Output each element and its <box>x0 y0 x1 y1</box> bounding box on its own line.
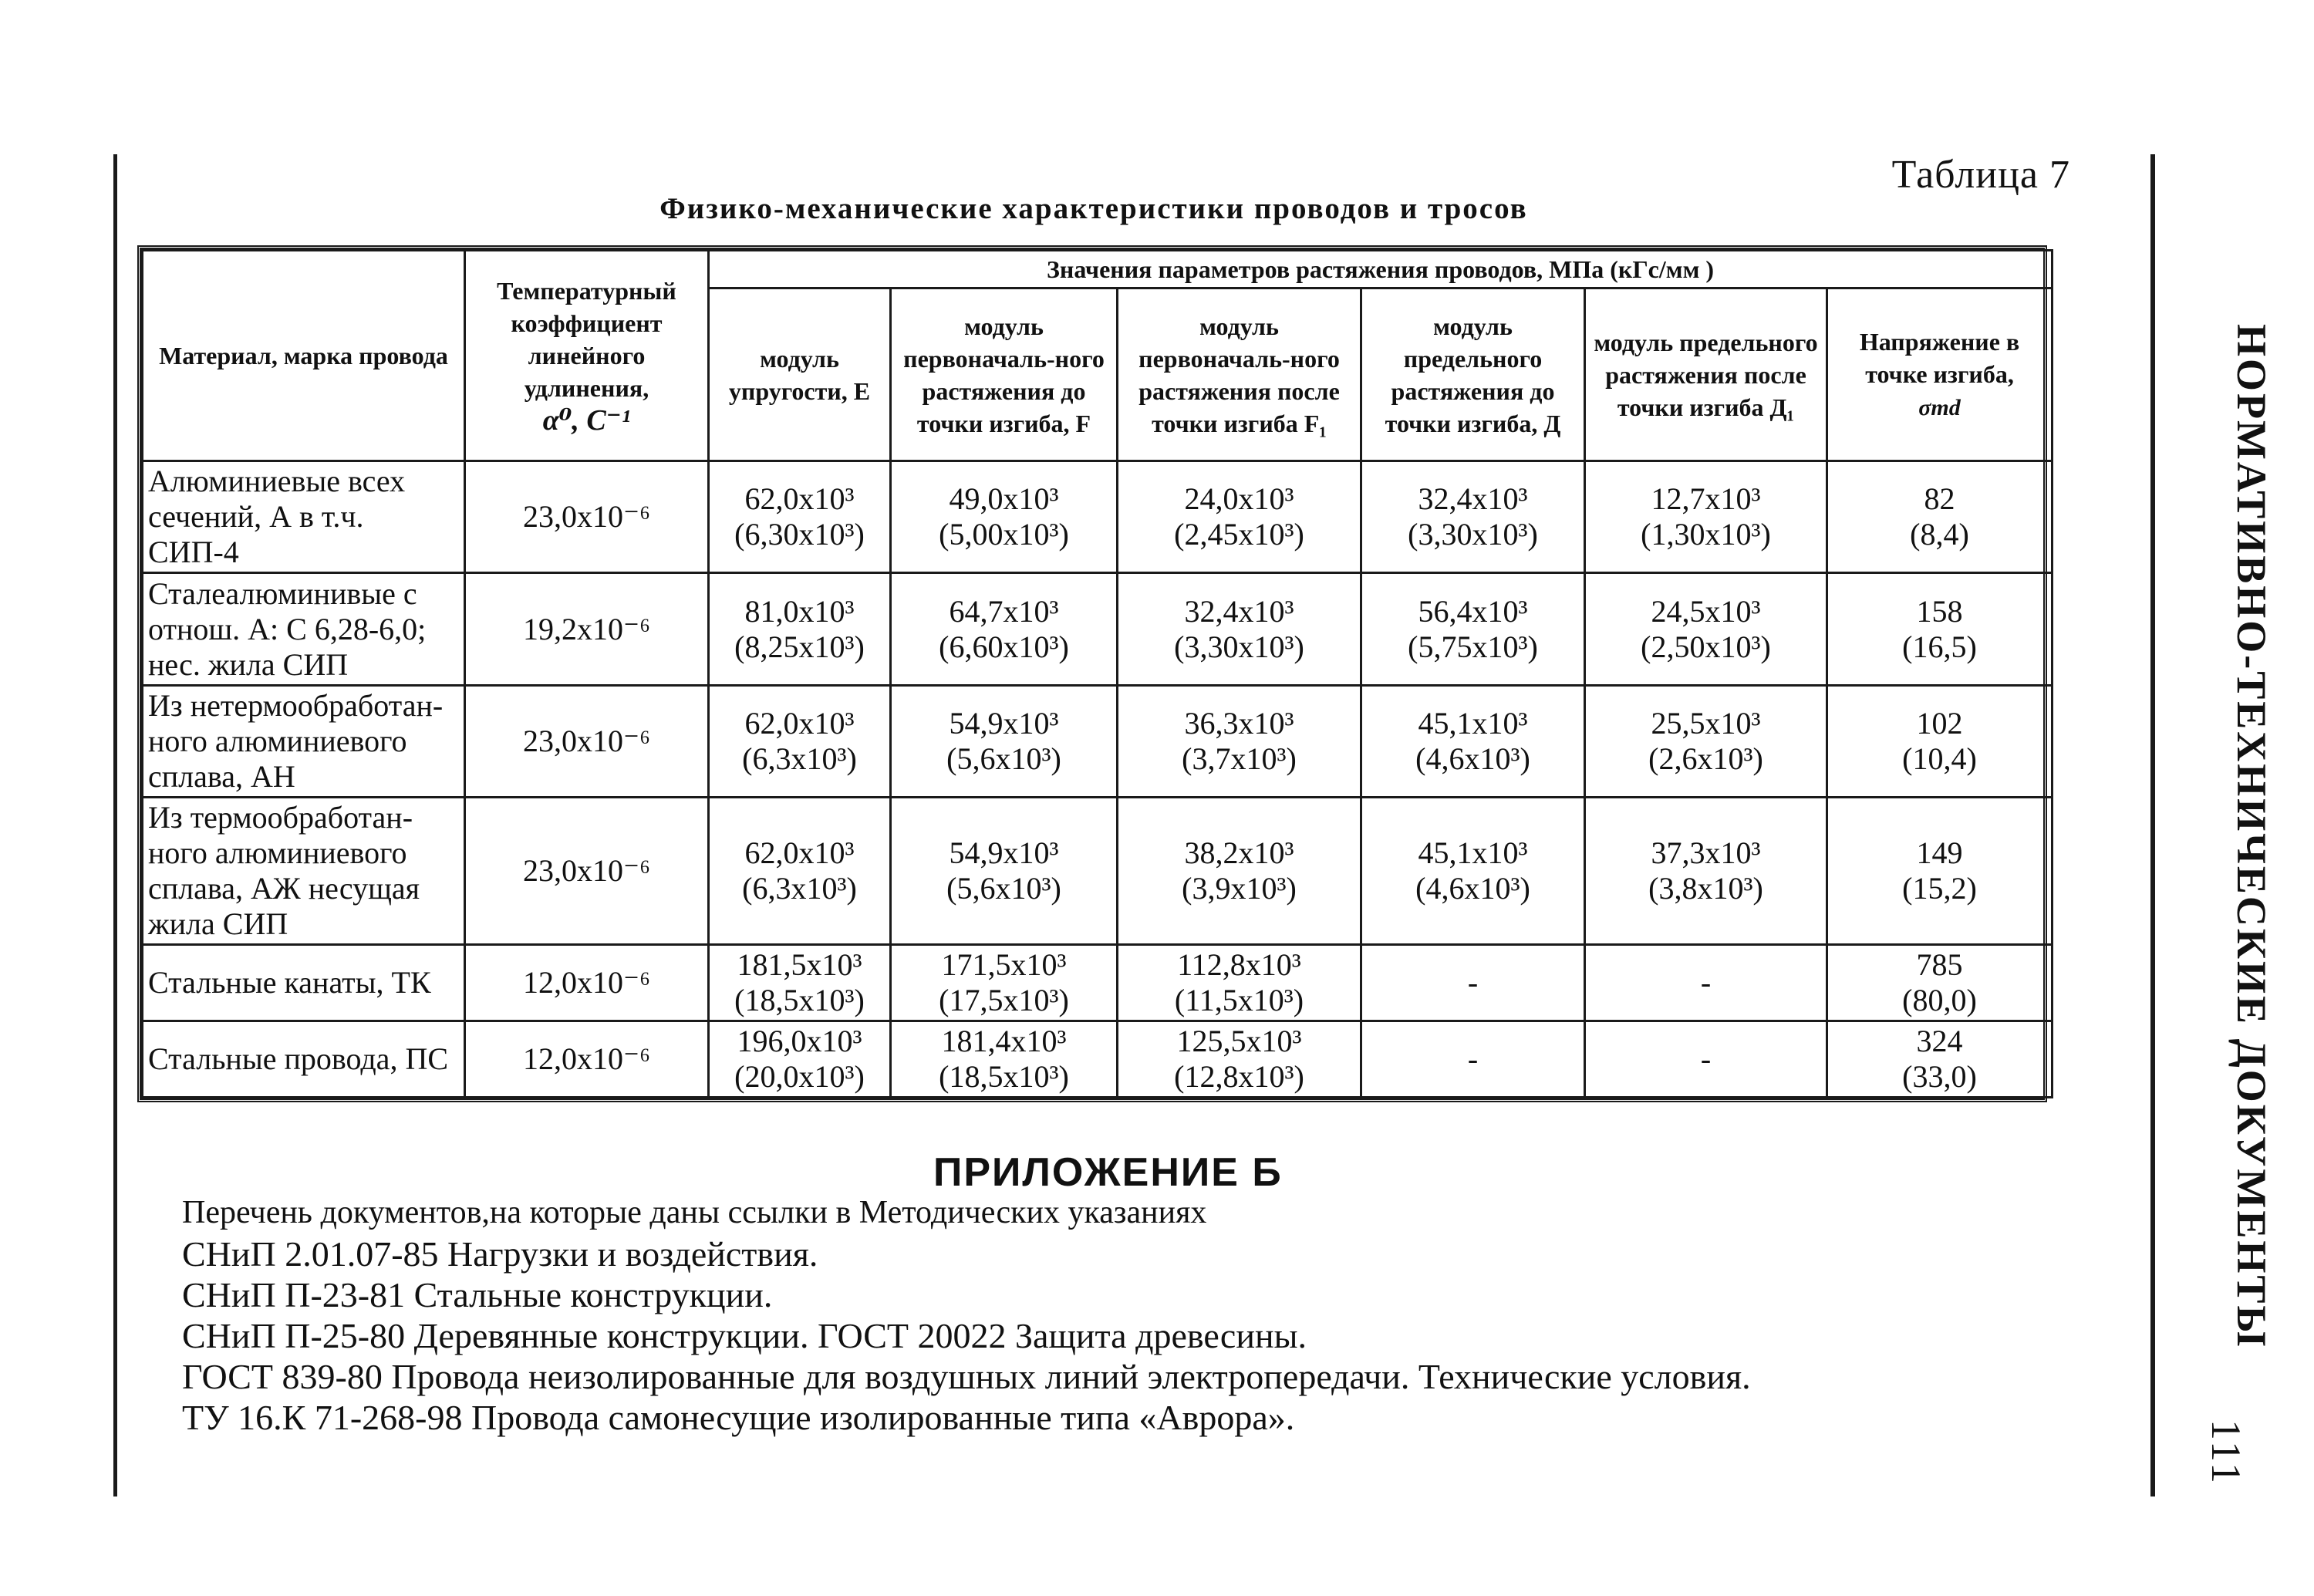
value-cell <box>1827 945 2053 1021</box>
appendix-list <box>182 1193 1751 1438</box>
material-cell: Алюминиевые всех сечений, А в т.ч. СИП-4 <box>143 461 465 573</box>
material-cell: Стальные канаты, ТК <box>143 945 465 1021</box>
value-cell <box>1118 461 1361 573</box>
value-cell <box>709 573 891 686</box>
value-mpa: 62,0x10³ <box>744 706 855 741</box>
value-cell <box>1585 461 1827 573</box>
value-cell <box>709 686 891 798</box>
material-cell: Из термообработан-ного алюминиевого сплава, АЖ несущая жила СИП <box>143 798 465 945</box>
value-cell <box>1585 686 1827 798</box>
value-cell <box>891 461 1118 573</box>
value-mpa: - <box>1467 1041 1479 1076</box>
value-kgf: (80,0) <box>1902 983 1977 1017</box>
table-row <box>143 686 2053 798</box>
value-mpa: 54,9x10³ <box>949 706 1059 741</box>
table-body <box>143 461 2053 1098</box>
value-mpa: 112,8x10³ <box>1177 947 1301 982</box>
value-cell <box>1827 1021 2053 1098</box>
header-col-f1: модуль первоначаль-ного растяжения после точки изгиба F₁ <box>1118 288 1361 461</box>
table-row <box>143 461 2053 573</box>
value-mpa: 62,0x10³ <box>744 481 855 516</box>
value-cell <box>1361 573 1585 686</box>
value-kgf: (6,3x10³) <box>742 741 857 776</box>
value-mpa: 785 <box>1916 947 1963 982</box>
value-kgf: (2,6x10³) <box>1648 741 1763 776</box>
value-cell <box>1827 686 2053 798</box>
appendix-heading: ПРИЛОЖЕНИЕ Б <box>933 1150 1283 1195</box>
value-cell <box>1585 1021 1827 1098</box>
value-kgf: (3,9x10³) <box>1182 871 1297 906</box>
value-kgf: (5,6x10³) <box>946 741 1061 776</box>
table-title: Физико-механические характеристики проводов и тросов <box>659 192 1528 225</box>
appendix-line: ТУ 16.К 71-268-98 Провода самонесущие изолированные типа «Аврора». <box>182 1398 1295 1437</box>
value-mpa: 171,5x10³ <box>941 947 1067 982</box>
value-cell <box>1118 945 1361 1021</box>
header-temp-coef-symbol: α⁰, C⁻¹ <box>542 403 631 437</box>
value-mpa: 196,0x10³ <box>737 1024 862 1058</box>
right-margin-line <box>2150 154 2155 1496</box>
value-cell <box>1827 573 2053 686</box>
value-mpa: 62,0x10³ <box>744 835 855 870</box>
value-kgf: (8,25x10³) <box>734 629 865 664</box>
value-cell <box>891 798 1118 945</box>
header-col-stress <box>1827 288 2053 461</box>
value-kgf: (4,6x10³) <box>1415 871 1530 906</box>
value-mpa: 38,2x10³ <box>1184 835 1294 870</box>
value-kgf: (17,5x10³) <box>939 983 1069 1017</box>
value-kgf: (1,30x10³) <box>1641 517 1771 552</box>
value-kgf: (3,30x10³) <box>1408 517 1538 552</box>
table-row <box>143 573 2053 686</box>
value-mpa: 45,1x10³ <box>1418 706 1528 741</box>
page-number: 111 <box>2203 1419 2249 1486</box>
table-row <box>143 945 2053 1021</box>
value-mpa: 32,4x10³ <box>1418 481 1528 516</box>
value-kgf: (5,00x10³) <box>939 517 1069 552</box>
value-kgf: (12,8x10³) <box>1174 1059 1304 1094</box>
value-mpa: 45,1x10³ <box>1418 835 1528 870</box>
side-title: НОРМАТИВНО-ТЕХНИЧЕСКИЕ ДОКУМЕНТЫ <box>2228 324 2275 1349</box>
value-kgf: (4,6x10³) <box>1415 741 1530 776</box>
value-mpa: 49,0x10³ <box>949 481 1059 516</box>
value-cell <box>891 1021 1118 1098</box>
value-kgf: (6,30x10³) <box>734 517 865 552</box>
table-row <box>143 1021 2053 1098</box>
value-mpa: - <box>1467 965 1479 1000</box>
value-mpa: 36,3x10³ <box>1184 706 1294 741</box>
value-cell <box>1118 686 1361 798</box>
header-group: Значения параметров растяжения проводов, МПа (кГс/мм ) <box>709 251 2053 288</box>
appendix-intro: Перечень документов,на которые даны ссылки в Методических указаниях <box>182 1195 1207 1230</box>
value-kgf: (5,6x10³) <box>946 871 1061 906</box>
value-cell <box>709 461 891 573</box>
temp-coef-cell: 12,0x10⁻⁶ <box>465 945 709 1021</box>
value-mpa: 181,5x10³ <box>737 947 862 982</box>
value-mpa: 25,5x10³ <box>1651 706 1761 741</box>
value-kgf: (2,50x10³) <box>1641 629 1771 664</box>
temp-coef-cell: 23,0x10⁻⁶ <box>465 686 709 798</box>
value-kgf: (18,5x10³) <box>939 1059 1069 1094</box>
temp-coef-cell: 23,0x10⁻⁶ <box>465 798 709 945</box>
appendix-line: ГОСТ 839-80 Провода неизолированные для воздушных линий электропередачи. Технические условия. <box>182 1357 1751 1396</box>
value-mpa: 24,5x10³ <box>1651 593 1761 629</box>
value-mpa: 125,5x10³ <box>1176 1024 1302 1058</box>
value-cell <box>1585 798 1827 945</box>
value-cell <box>1827 461 2053 573</box>
value-cell <box>1361 686 1585 798</box>
value-kgf: (8,4) <box>1910 517 1969 552</box>
temp-coef-cell: 23,0x10⁻⁶ <box>465 461 709 573</box>
value-kgf: (33,0) <box>1902 1059 1977 1094</box>
header-temp-coef-label: Температурный коэффициент линейного удлинения, <box>497 276 676 402</box>
header-col-d1: модуль предельного растяжения после точки изгиба Д₁ <box>1585 288 1827 461</box>
value-kgf: (11,5x10³) <box>1174 983 1304 1017</box>
value-mpa: 102 <box>1916 706 1963 741</box>
value-cell <box>1118 1021 1361 1098</box>
value-kgf: (20,0x10³) <box>734 1059 865 1094</box>
header-col-f: модуль первоначаль-ного растяжения до точки изгиба, F <box>891 288 1118 461</box>
value-kgf: (10,4) <box>1902 741 1977 776</box>
material-cell: Стальные провода, ПС <box>143 1021 465 1098</box>
temp-coef-cell: 12,0x10⁻⁶ <box>465 1021 709 1098</box>
value-cell <box>1361 798 1585 945</box>
appendix-line: СНиП 2.01.07-85 Нагрузки и воздействия. <box>182 1234 818 1274</box>
value-kgf: (6,60x10³) <box>939 629 1069 664</box>
value-kgf: (6,3x10³) <box>742 871 857 906</box>
appendix-line: СНиП П-25-80 Деревянные конструкции. ГОСТ 20022 Защита древесины. <box>182 1316 1307 1355</box>
header-stress-label: Напряжение в точке изгиба, <box>1859 327 2020 388</box>
header-col-d: модуль предельного растяжения до точки изгиба, Д <box>1361 288 1585 461</box>
temp-coef-cell: 19,2x10⁻⁶ <box>465 573 709 686</box>
characteristics-table <box>137 245 2047 1102</box>
value-mpa: 324 <box>1916 1024 1963 1058</box>
header-temp-coef <box>465 251 709 461</box>
table-row <box>143 798 2053 945</box>
value-cell <box>1361 461 1585 573</box>
material-cell: Сталеалюминивые с отнош. А: С 6,28-6,0; нес. жила СИП <box>143 573 465 686</box>
value-mpa: 149 <box>1916 835 1963 870</box>
value-mpa: - <box>1700 965 1712 1000</box>
value-kgf: (3,7x10³) <box>1182 741 1297 776</box>
header-stress-symbol: σтd <box>1918 394 1961 420</box>
value-cell <box>1585 945 1827 1021</box>
value-mpa: 81,0x10³ <box>744 593 855 629</box>
value-mpa: 158 <box>1916 593 1963 629</box>
value-kgf: (16,5) <box>1902 629 1977 664</box>
value-kgf: (3,30x10³) <box>1174 629 1304 664</box>
value-mpa: 82 <box>1924 481 1955 516</box>
value-mpa: 56,4x10³ <box>1418 593 1528 629</box>
value-mpa: 54,9x10³ <box>949 835 1059 870</box>
value-kgf: (18,5x10³) <box>734 983 865 1017</box>
value-kgf: (5,75x10³) <box>1408 629 1538 664</box>
value-mpa: 24,0x10³ <box>1184 481 1294 516</box>
value-cell <box>709 798 891 945</box>
header-col-e: модуль упругости, Е <box>709 288 891 461</box>
table-label: Таблица 7 <box>1891 153 2070 197</box>
value-cell <box>1827 798 2053 945</box>
value-mpa: 32,4x10³ <box>1184 593 1294 629</box>
value-mpa: 37,3x10³ <box>1651 835 1761 870</box>
value-cell <box>1585 573 1827 686</box>
material-cell: Из нетермообработан-ного алюминиевого сплава, АН <box>143 686 465 798</box>
value-cell <box>891 686 1118 798</box>
left-margin-line <box>113 154 117 1496</box>
value-cell <box>709 1021 891 1098</box>
value-cell <box>1118 798 1361 945</box>
value-cell <box>891 573 1118 686</box>
value-kgf: (15,2) <box>1902 871 1977 906</box>
value-mpa: - <box>1700 1041 1712 1076</box>
value-kgf: (2,45x10³) <box>1174 517 1304 552</box>
value-mpa: 12,7x10³ <box>1651 481 1761 516</box>
value-cell <box>709 945 891 1021</box>
value-cell <box>1118 573 1361 686</box>
value-mpa: 181,4x10³ <box>941 1024 1067 1058</box>
value-mpa: 64,7x10³ <box>949 593 1059 629</box>
header-material: Материал, марка провода <box>143 251 465 461</box>
value-kgf: (3,8x10³) <box>1648 871 1763 906</box>
value-cell <box>1361 945 1585 1021</box>
value-cell <box>1361 1021 1585 1098</box>
value-cell <box>891 945 1118 1021</box>
appendix-line: СНиП П-23-81 Стальные конструкции. <box>182 1275 773 1314</box>
